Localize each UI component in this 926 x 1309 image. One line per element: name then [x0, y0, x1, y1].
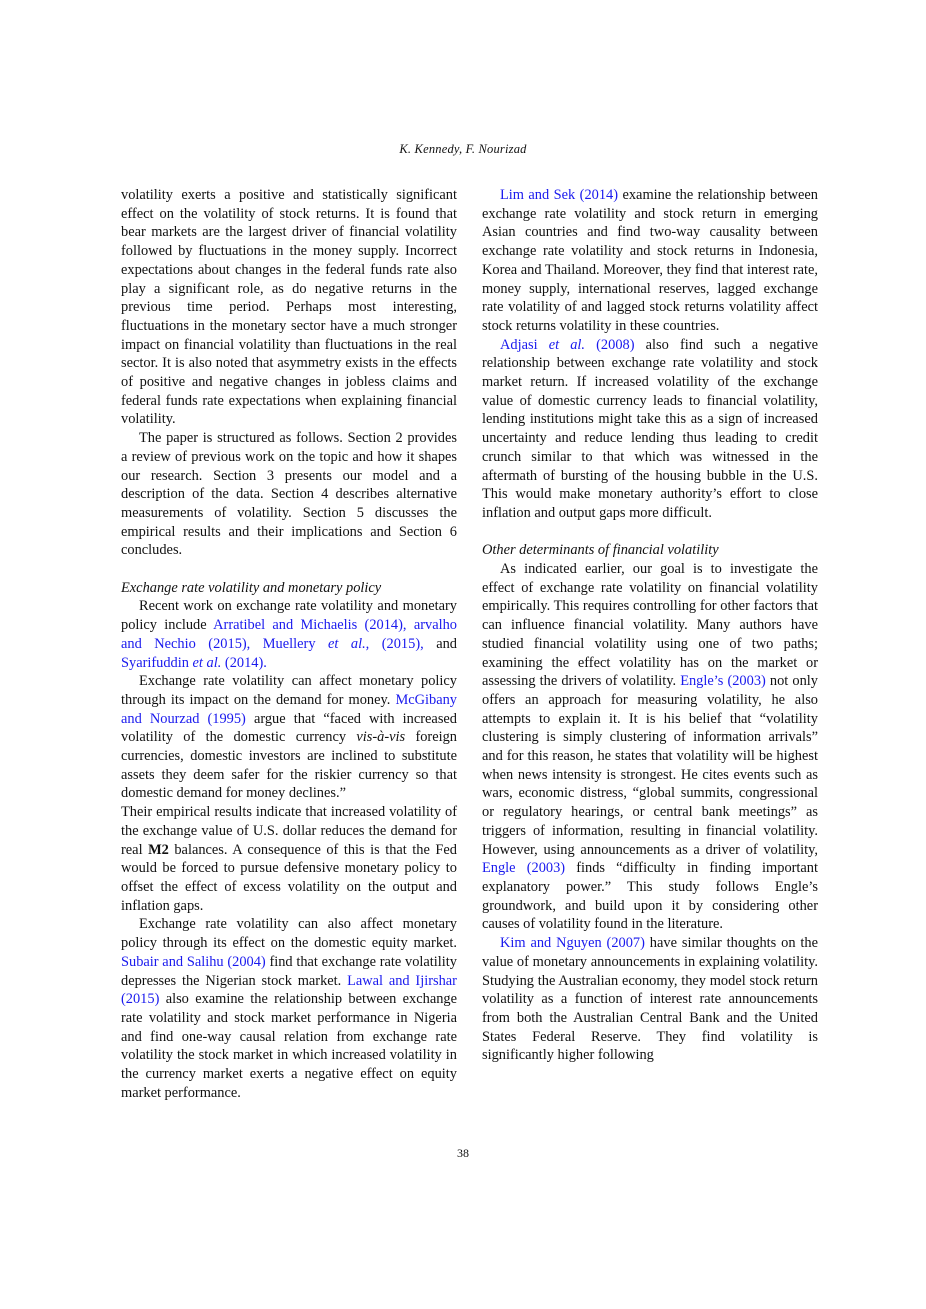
- citation-etal: et al.: [548, 336, 586, 353]
- text-span: also examine the relationship between exchange rate volatility and stock market performance in Nigeria and find one-way causal relation from exchange rate volatility the stock market in which increased volatility in the currency market exerts a negative effect on equity market performance.: [121, 991, 457, 1101]
- paragraph: [121, 597, 457, 672]
- paragraph: volatility exerts a positive and statistically significant effect on the volatility of stock returns. It is found that bear markets are the largest driver of financial volatility followed by fluctuations in the money supply. Incorrect expectations about changes in the federal funds rate also play a significant role, as do negative returns in the previous time period. Perhaps most interesting, fluctuations in the monetary sector have a much stronger impact on financial volatility than fluctuations in the real sector. It is also noted that asymmetry exists in the effects of positive and negative changes in jobless claims and federal funds rate expectations when explaining financial volatility.: [121, 187, 457, 428]
- paragraph: [482, 934, 818, 1065]
- text-span: Their empirical results indicate that increased volatility of the exchange value of U.S. dollar reduces the demand for real: [121, 804, 457, 858]
- text-span: foreign currencies, domestic investors are inclined to substitute assets they deem safer for the riskier currency so that domestic demand for money declines.”: [121, 729, 458, 802]
- right-column: [482, 186, 818, 1065]
- text-span: finds “difficulty in finding important explanatory power.” This study follows Engle’s groundwork, and build upon it by considering other causes of volatility found in the literature.: [482, 860, 819, 933]
- citation-text: (2014).: [221, 654, 267, 671]
- text-span: not only offers an approach for measuring volatility, he also attempts to explain it. It is his belief that “volatility clustering is simply clustering of information arrivals” and for this reason, he states that volatility will be highest when news intensity is strongest. He cites events such as wars, economic distress, “global summits, congressional or regulatory hearings, or central bank meetings” as triggers of information, resulting in financial volatility. However, using announcements as a driver of volatility,: [482, 673, 818, 858]
- running-head: K. Kennedy, F. Nourizad: [399, 142, 527, 156]
- citation-link[interactable]: Engle’s (2003): [680, 673, 766, 690]
- paragraph: [482, 336, 818, 523]
- paragraph: [482, 186, 818, 336]
- text-span: have similar thoughts on the value of monetary announcements in explaining volatility. Studying the Australian economy, they model stock return volatility as a function of interest rate announcements from both the Australian Central Bank and the United States Federal Reserve. They find volatility is significantly higher following: [482, 935, 818, 1064]
- text-span: Recent work on exchange rate volatility and monetary policy include: [121, 598, 457, 634]
- citation-text: (2008): [585, 336, 635, 353]
- text-span: As indicated earlier, our goal is to investigate the effect of exchange rate volatility on financial volatility empirically. This requires controlling for other factors that can influence financial volatility. Many authors have studied financial volatility using one of two paths; examining the effect volatility has on the market or assessing the drivers of volatility.: [482, 561, 818, 690]
- citation-link[interactable]: Kim and Nguyen (2007): [500, 935, 645, 952]
- text-span: find that exchange rate volatility depresses the Nigerian stock market.: [121, 953, 457, 989]
- citation-link[interactable]: McGibany and Nourzad (1995): [121, 691, 457, 727]
- citation-link[interactable]: [121, 655, 267, 671]
- citation-text: (2015),: [369, 635, 424, 652]
- citation-etal: et al.: [192, 654, 222, 671]
- citation-text: Syarifuddin: [121, 654, 193, 671]
- text-span: balances. A consequence of this is that the Fed would be forced to pursue defensive monetary policy to offset the effect of excess volatility on the output and inflation gaps.: [121, 841, 457, 914]
- paragraph: [482, 560, 818, 934]
- paragraph: The paper is structured as follows. Section 2 provides a review of previous work on the topic and how it shapes our research. Section 3 presents our model and a description of the data. Section 4 describes alternative measurements of volatility. Section 5 discusses the empirical results and their implications and Section 6 concludes.: [121, 430, 457, 559]
- citation-link[interactable]: Lim and Sek (2014): [500, 187, 619, 203]
- citation-text: Arratibel and Michaelis (2014), arvalho and Nechio (2015), Muellery: [121, 617, 457, 652]
- citation-link[interactable]: [500, 337, 635, 353]
- text-span: Exchange rate volatility can affect monetary policy through its impact on the demand for money.: [121, 673, 457, 708]
- italic-term: vis-à-vis: [356, 729, 406, 746]
- text-span: examine the relationship between exchange rate volatility and stock return in emerging Asian countries and find two-way causality between exchange rate volatility and stock returns in Indonesia, Korea and Thailand. Moreover, they find that interest rate, money supply, international reserves, lagged exchange rate volatility of and lagged stock returns volatility affect stock returns volatility in these countries.: [482, 187, 819, 334]
- paragraph: [121, 672, 457, 803]
- citation-etal: et al.,: [328, 635, 370, 652]
- text-span: and: [423, 635, 457, 652]
- section-heading-exchange-rate: Exchange rate volatility and monetary policy: [121, 579, 382, 596]
- citation-link[interactable]: Lawal and Ijirshar (2015): [121, 972, 457, 1008]
- page-number: 38: [457, 1146, 469, 1160]
- text-span: Exchange rate volatility can also affect monetary policy through its effect on the domestic equity market.: [121, 916, 457, 952]
- paragraph: [121, 915, 457, 1102]
- section-heading-other-determinants: Other determinants of financial volatility: [482, 542, 719, 559]
- text-span: argue that “faced with increased volatility of the domestic currency: [121, 710, 457, 746]
- citation-link[interactable]: Engle (2003): [482, 860, 566, 877]
- citation-link[interactable]: Subair and Salihu (2004): [121, 953, 266, 970]
- citation-text: Adjasi: [500, 336, 549, 353]
- text-span: also find such a negative relationship between exchange rate volatility and stock market return. If increased volatility of the exchange value of domestic currency leads to financial volatility, lending institutions might take this as a sign of increased uncertainty and reduce lending thus leading to credit crunch similar to that which was witnessed in the aftermath of bursting of the housing bubble in the U.S. This would make monetary authority’s effort to close inflation and output gaps more difficult.: [482, 336, 819, 521]
- bold-term: M2: [148, 841, 169, 858]
- paragraph: [121, 803, 457, 915]
- left-column: [121, 186, 457, 1102]
